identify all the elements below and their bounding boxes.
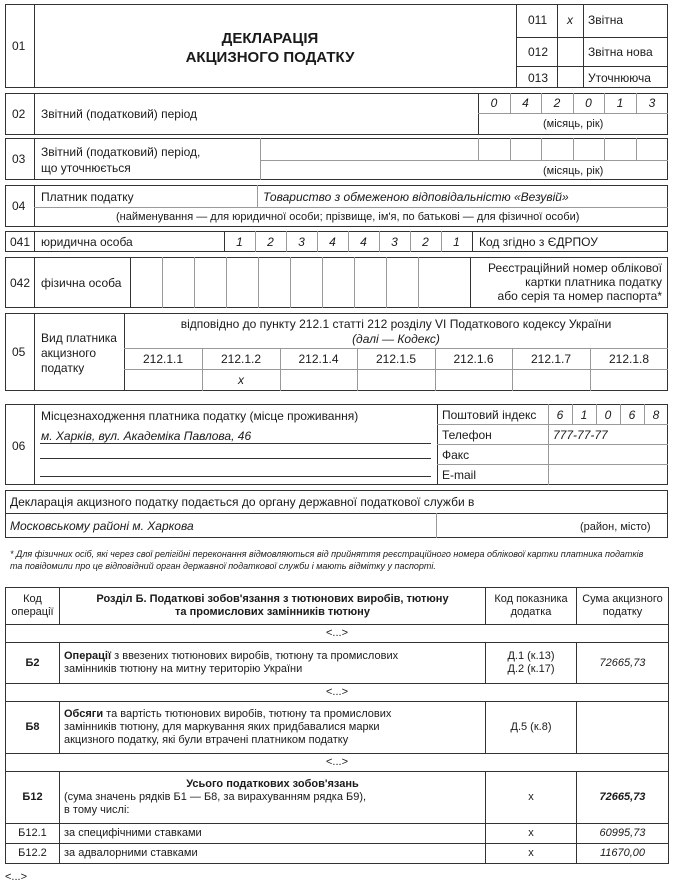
period-label: Звітний (податковий) період — [41, 107, 198, 121]
payer-type-heading: відповідно до пункту 212.1 статті 212 розділу VI Податкового кодексу України — [180, 317, 612, 331]
authority-label: Декларація акцизного податку подається до органу державної податкової служби в — [10, 495, 475, 509]
postal-label: Поштовий індекс — [442, 408, 537, 422]
row-indicator-b8: Д.5 (к.8) — [486, 702, 577, 754]
individual-note-1: Реєстраційний номер облікової — [488, 261, 662, 275]
period-digit[interactable]: 2 — [553, 96, 561, 110]
row-number-03: 03 — [12, 152, 26, 166]
payer-type-label-1: Вид платника — [41, 331, 117, 345]
row-sum-b12-2[interactable]: 11670,00 — [577, 844, 669, 864]
payer-type-code: 212.1.1 — [142, 352, 184, 366]
edrpou-digit[interactable]: 1 — [453, 235, 460, 249]
ellipsis-row: <...> — [6, 754, 669, 772]
footnote: * Для фізичних осіб, які через свої релігійні переконання відмовляються від прийняття реєстраційного номера облікової картки платника податків — [10, 549, 644, 559]
period-corrected-note: (місяць, рік) — [543, 165, 604, 177]
payer-type-code: 212.1.2 — [220, 352, 262, 366]
location-address[interactable]: м. Харків, вул. Академіка Павлова, 46 — [41, 429, 252, 443]
row-text-b12-2: за адвалорними ставками — [60, 844, 486, 864]
location-label: Місцезнаходження платника податку (місце проживання) — [41, 409, 359, 423]
edrpou-digit[interactable]: 2 — [267, 235, 274, 249]
row-code-b2: Б2 — [6, 643, 60, 684]
page-subtitle: АКЦИЗНОГО ПОДАТКУ — [185, 49, 355, 66]
individual-note-2: картки платника податку — [525, 275, 662, 289]
row-number-04: 04 — [12, 199, 26, 213]
row-code-b12: Б12 — [6, 772, 60, 824]
period-digit[interactable]: 0 — [585, 96, 592, 110]
table-row — [6, 824, 669, 844]
period-corrected-label-2: що уточнюється — [41, 161, 131, 175]
individual-note-3: або серія та номер паспорта* — [497, 289, 662, 303]
row-sum-b8[interactable] — [577, 702, 669, 754]
postal-digit[interactable]: 1 — [580, 408, 588, 422]
period-digit[interactable]: 3 — [648, 96, 656, 110]
type-label-011: Звітна — [588, 13, 624, 27]
col-header-sum: Сума акцизного податку — [577, 588, 669, 625]
edrpou-digit[interactable]: 3 — [298, 235, 305, 249]
row-text-b12: Усього податкових зобов'язань (сума значень рядків Б1 — Б8, за вирахуванням рядка Б9), в тому числі: — [60, 772, 486, 824]
payer-type-code: 212.1.5 — [375, 352, 417, 366]
payer-type-code: 212.1.6 — [453, 352, 494, 366]
row-text-b2: Операції з ввезених тютюнових виробів, тютюну та промислових замінників тютюну на митну територію України — [60, 643, 486, 684]
period-corrected-label: Звітний (податковий) період, — [41, 145, 201, 159]
fax-label: Факс — [442, 448, 470, 462]
section-b-table — [5, 587, 669, 864]
row-code-b12-2: Б12.2 — [6, 844, 60, 864]
postal-digit[interactable]: 8 — [652, 408, 660, 422]
table-row — [6, 772, 669, 824]
postal-digit[interactable]: 6 — [556, 408, 564, 422]
type-code-012: 012 — [528, 45, 549, 59]
type-mark-011[interactable]: x — [567, 13, 573, 27]
type-label-013: Уточнююча — [588, 71, 651, 85]
ellipsis-row: <...> — [6, 625, 669, 643]
col-header-code: Код операції — [6, 588, 60, 625]
col-header-indicator: Код показника додатка — [486, 588, 577, 625]
row-code-b8: Б8 — [6, 702, 60, 754]
payer-type-code: 212.1.4 — [298, 352, 339, 366]
type-code-013: 013 — [528, 71, 549, 85]
authority-note: (район, місто) — [580, 521, 651, 533]
row-indicator-b2: Д.1 (к.13) Д.2 (к.17) — [486, 643, 577, 684]
row-code-b12-1: Б12.1 — [6, 824, 60, 844]
authority-value[interactable]: Московському районі м. Харкова — [10, 519, 194, 533]
period-digit[interactable]: 4 — [522, 96, 529, 110]
period-digit[interactable]: 1 — [616, 96, 624, 110]
row-sum-b12[interactable]: 72665,73 — [577, 772, 669, 824]
legal-entity-label: юридична особа — [41, 235, 133, 249]
individual-label: фізична особа — [41, 276, 122, 290]
payer-type-code: 212.1.8 — [608, 352, 650, 366]
email-label: E-mail — [442, 468, 477, 482]
row-number-042: 042 — [10, 276, 31, 290]
payer-type-heading-2: (далі — Кодекс) — [352, 332, 440, 346]
row-indicator-b12-1: x — [486, 824, 577, 844]
row-text-b8: Обсяги та вартість тютюнових виробів, тютюну та промислових замінників тютюну, для маркування яких придбавалися марки акцизного податку, які були втрачені платником податку — [60, 702, 486, 754]
bottom-ellipsis: <...> — [5, 871, 28, 883]
edrpou-digit[interactable]: 4 — [360, 235, 367, 249]
payer-type-mark[interactable]: x — [238, 373, 244, 387]
row-text-b12-1: за специфічними ставками — [60, 824, 486, 844]
col-header-title: Розділ Б. Податкові зобов'язання з тютюнових виробів, тютюну та промислових замінників тютюну — [60, 588, 486, 625]
payer-type-code: 212.1.7 — [530, 352, 572, 366]
table-row — [6, 844, 669, 864]
edrpou-digit[interactable]: 4 — [329, 235, 336, 249]
footnote-2: та повідомили про це відповідний орган державної податкової служби і мають відмітку у паспорті. — [10, 561, 436, 571]
postal-digit[interactable]: 6 — [628, 408, 636, 422]
row-sum-b2[interactable]: 72665,73 — [577, 643, 669, 684]
row-number-06: 06 — [12, 439, 26, 453]
row-number-041: 041 — [10, 235, 31, 249]
payer-name[interactable]: Товариство з обмеженою відповідальністю «Везувій» — [263, 190, 569, 204]
phone-value[interactable]: 777-77-77 — [553, 428, 608, 442]
payer-label: Платник податку — [41, 190, 134, 204]
page-title: ДЕКЛАРАЦІЯ — [221, 30, 319, 47]
period-digit[interactable]: 0 — [490, 96, 498, 110]
row-number-01: 01 — [12, 39, 26, 53]
ellipsis-row: <...> — [6, 684, 669, 702]
edrpou-digit[interactable]: 1 — [236, 235, 243, 249]
payer-note: (найменування — для юридичної особи; прізвище, ім'я, по батькові — для фізичної особи) — [116, 211, 580, 223]
type-label-012: Звітна нова — [588, 45, 653, 59]
edrpou-digit[interactable]: 3 — [391, 235, 398, 249]
row-indicator-b12-2: x — [486, 844, 577, 864]
postal-digit[interactable]: 0 — [604, 408, 612, 422]
type-code-011: 011 — [528, 13, 548, 27]
row-number-02: 02 — [12, 107, 26, 121]
payer-type-label-2: акцизного — [41, 346, 97, 360]
table-row — [6, 643, 669, 684]
row-indicator-b12: x — [486, 772, 577, 824]
row-sum-b12-1[interactable]: 60995,73 — [577, 824, 669, 844]
row-number-05: 05 — [12, 345, 26, 359]
payer-type-label-3: податку — [41, 361, 85, 375]
period-note: (місяць, рік) — [543, 118, 604, 130]
edrpou-label: Код згідно з ЄДРПОУ — [479, 235, 598, 249]
edrpou-digit[interactable]: 2 — [422, 235, 429, 249]
phone-label: Телефон — [442, 428, 492, 442]
table-row — [6, 702, 669, 754]
